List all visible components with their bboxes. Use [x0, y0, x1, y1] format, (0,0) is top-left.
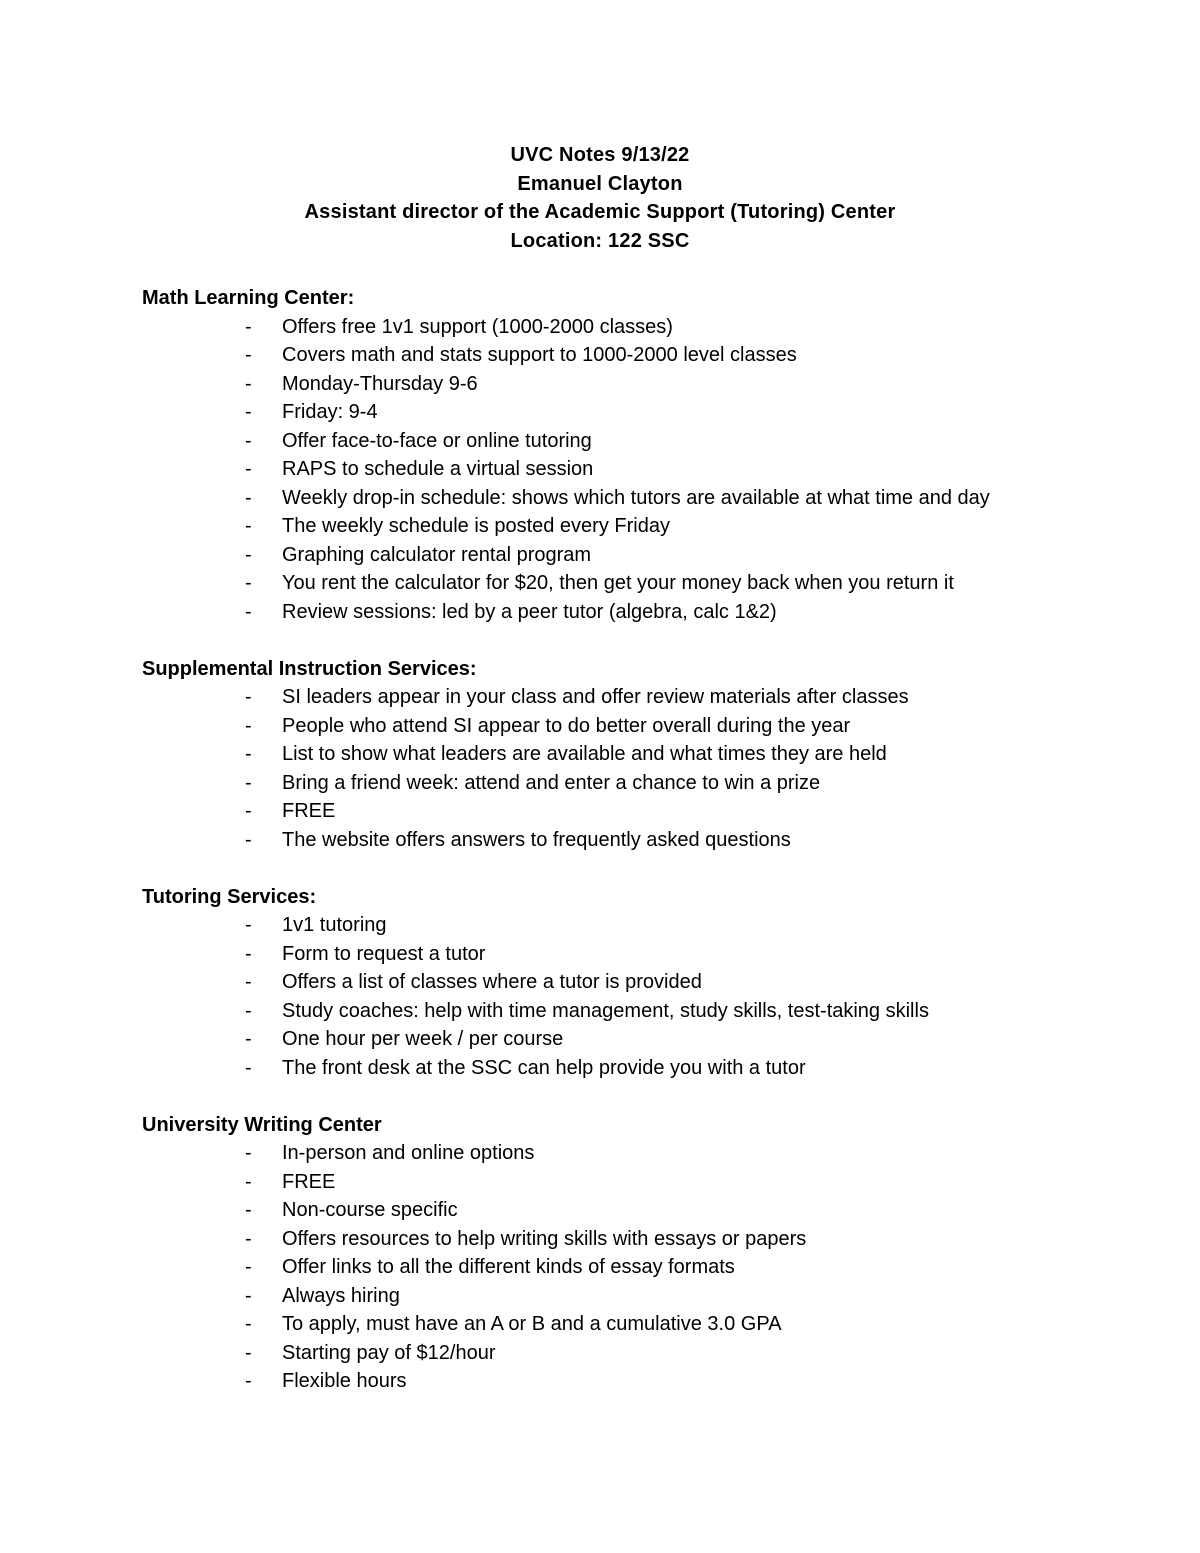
list-item-text: One hour per week / per course	[282, 1028, 564, 1050]
list-item-text: The website offers answers to frequently asked questions	[282, 828, 791, 851]
bullet-dash: -	[245, 1370, 252, 1392]
list-item-text: List to show what leaders are available and what times they are held	[282, 743, 887, 765]
bullet-dash: -	[245, 1341, 252, 1364]
section-title: Supplemental Instruction Services:	[142, 657, 477, 680]
bullet-dash: -	[245, 401, 252, 423]
list-item	[142, 427, 1142, 456]
list-item	[142, 997, 1142, 1026]
notes-body	[142, 284, 1142, 1424]
bullet-dash: -	[245, 743, 252, 765]
section-supplemental-instruction-services	[142, 655, 1142, 855]
list-item	[142, 1253, 1142, 1282]
bullet-dash: -	[245, 486, 252, 509]
list-item-text: Weekly drop-in schedule: shows which tutors are available at what time and day	[282, 486, 990, 509]
list-item-text: You rent the calculator for $20, then get your money back when you return it	[282, 572, 954, 594]
bullet-dash: -	[245, 800, 252, 822]
list-item-text: FREE	[282, 1170, 336, 1193]
speaker-role: Assistant director of the Academic Support (Tutoring) Center	[304, 201, 896, 223]
location-line: Location: 122 SSC	[510, 229, 690, 252]
list-item	[142, 398, 1142, 427]
section-title: University Writing Center	[142, 1113, 382, 1136]
list-item	[142, 1054, 1142, 1083]
list-item-text: In-person and online options	[282, 1142, 535, 1164]
list-item-text: Friday: 9-4	[282, 401, 378, 423]
bullet-dash: -	[245, 686, 252, 708]
list-item	[142, 683, 1142, 712]
bullet-dash: -	[245, 1142, 252, 1164]
list-item	[142, 1367, 1142, 1396]
list-item	[142, 1025, 1142, 1054]
list-item-text: Starting pay of $12/hour	[282, 1341, 496, 1364]
list-item	[142, 1339, 1142, 1368]
list-item	[142, 541, 1142, 570]
list-item-text: Form to request a tutor	[282, 942, 486, 965]
bullet-dash: -	[245, 344, 252, 366]
document-title: UVC Notes 9/13/22	[510, 144, 690, 166]
list-item	[142, 712, 1142, 741]
section-title: Tutoring Services:	[142, 885, 317, 908]
bullet-dash: -	[245, 458, 252, 480]
list-item-text: Offer links to all the different kinds of essay formats	[282, 1256, 735, 1278]
bullet-dash: -	[245, 1256, 252, 1278]
list-item-text: To apply, must have an A or B and a cumulative 3.0 GPA	[282, 1313, 782, 1335]
bullet-dash: -	[245, 1284, 252, 1307]
list-item-text: Monday-Thursday 9-6	[282, 372, 478, 395]
bullet-dash: -	[245, 771, 252, 794]
bullet-dash: -	[245, 1199, 252, 1221]
bullet-dash: -	[245, 429, 252, 452]
bullet-list	[142, 683, 1142, 854]
bullet-list	[142, 313, 1142, 627]
list-item	[142, 1310, 1142, 1339]
list-item	[142, 370, 1142, 399]
list-item-text: Always hiring	[282, 1284, 400, 1307]
list-item-text: Review sessions: led by a peer tutor (algebra, calc 1&2)	[282, 600, 777, 623]
bullet-dash: -	[245, 971, 252, 993]
list-item-text: 1v1 tutoring	[282, 914, 387, 936]
section-title: Math Learning Center:	[142, 287, 355, 309]
bullet-dash: -	[245, 999, 252, 1022]
list-item	[142, 740, 1142, 769]
bullet-dash: -	[245, 372, 252, 395]
document-header	[0, 141, 1200, 255]
list-item	[142, 512, 1142, 541]
bullet-dash: -	[245, 1313, 252, 1335]
speaker-name: Emanuel Clayton	[517, 172, 683, 195]
bullet-dash: -	[245, 572, 252, 594]
section-math-learning-center	[142, 284, 1142, 626]
list-item	[142, 911, 1142, 940]
bullet-dash: -	[245, 315, 252, 338]
list-item	[142, 1282, 1142, 1311]
list-item-text: RAPS to schedule a virtual session	[282, 458, 594, 480]
bullet-dash: -	[245, 828, 252, 851]
list-item	[142, 1168, 1142, 1197]
list-item-text: The weekly schedule is posted every Friday	[282, 515, 670, 537]
list-item-text: Offer face-to-face or online tutoring	[282, 429, 592, 452]
section-tutoring-services	[142, 883, 1142, 1083]
list-item	[142, 1225, 1142, 1254]
section-university-writing-center	[142, 1111, 1142, 1396]
list-item-text: Non-course specific	[282, 1199, 458, 1221]
bullet-dash: -	[245, 1028, 252, 1050]
bullet-list	[142, 911, 1142, 1082]
list-item-text: FREE	[282, 800, 336, 822]
list-item-text: Covers math and stats support to 1000-2000 level classes	[282, 344, 797, 366]
bullet-dash: -	[245, 942, 252, 965]
list-item	[142, 826, 1142, 855]
bullet-dash: -	[245, 1056, 252, 1079]
list-item	[142, 797, 1142, 826]
list-item	[142, 598, 1142, 627]
bullet-dash: -	[245, 600, 252, 623]
list-item-text: Graphing calculator rental program	[282, 543, 592, 566]
list-item-text: Offers a list of classes where a tutor is provided	[282, 971, 702, 993]
list-item	[142, 1196, 1142, 1225]
list-item	[142, 968, 1142, 997]
list-item	[142, 455, 1142, 484]
list-item-text: Bring a friend week: attend and enter a chance to win a prize	[282, 771, 821, 794]
list-item	[142, 341, 1142, 370]
bullet-dash: -	[245, 714, 252, 737]
list-item	[142, 940, 1142, 969]
list-item-text: Study coaches: help with time management, study skills, test-taking skills	[282, 999, 929, 1022]
list-item	[142, 484, 1142, 513]
bullet-dash: -	[245, 515, 252, 537]
bullet-dash: -	[245, 1227, 252, 1250]
list-item-text: Offers free 1v1 support (1000-2000 classes)	[282, 315, 673, 338]
bullet-dash: -	[245, 543, 252, 566]
list-item-text: Offers resources to help writing skills with essays or papers	[282, 1227, 807, 1250]
bullet-dash: -	[245, 914, 252, 936]
list-item	[142, 569, 1142, 598]
list-item-text: People who attend SI appear to do better overall during the year	[282, 714, 851, 737]
list-item	[142, 313, 1142, 342]
list-item-text: The front desk at the SSC can help provide you with a tutor	[282, 1056, 806, 1079]
bullet-dash: -	[245, 1170, 252, 1193]
list-item-text: SI leaders appear in your class and offer review materials after classes	[282, 686, 909, 708]
list-item	[142, 1139, 1142, 1168]
list-item	[142, 769, 1142, 798]
list-item-text: Flexible hours	[282, 1370, 407, 1392]
bullet-list	[142, 1139, 1142, 1396]
